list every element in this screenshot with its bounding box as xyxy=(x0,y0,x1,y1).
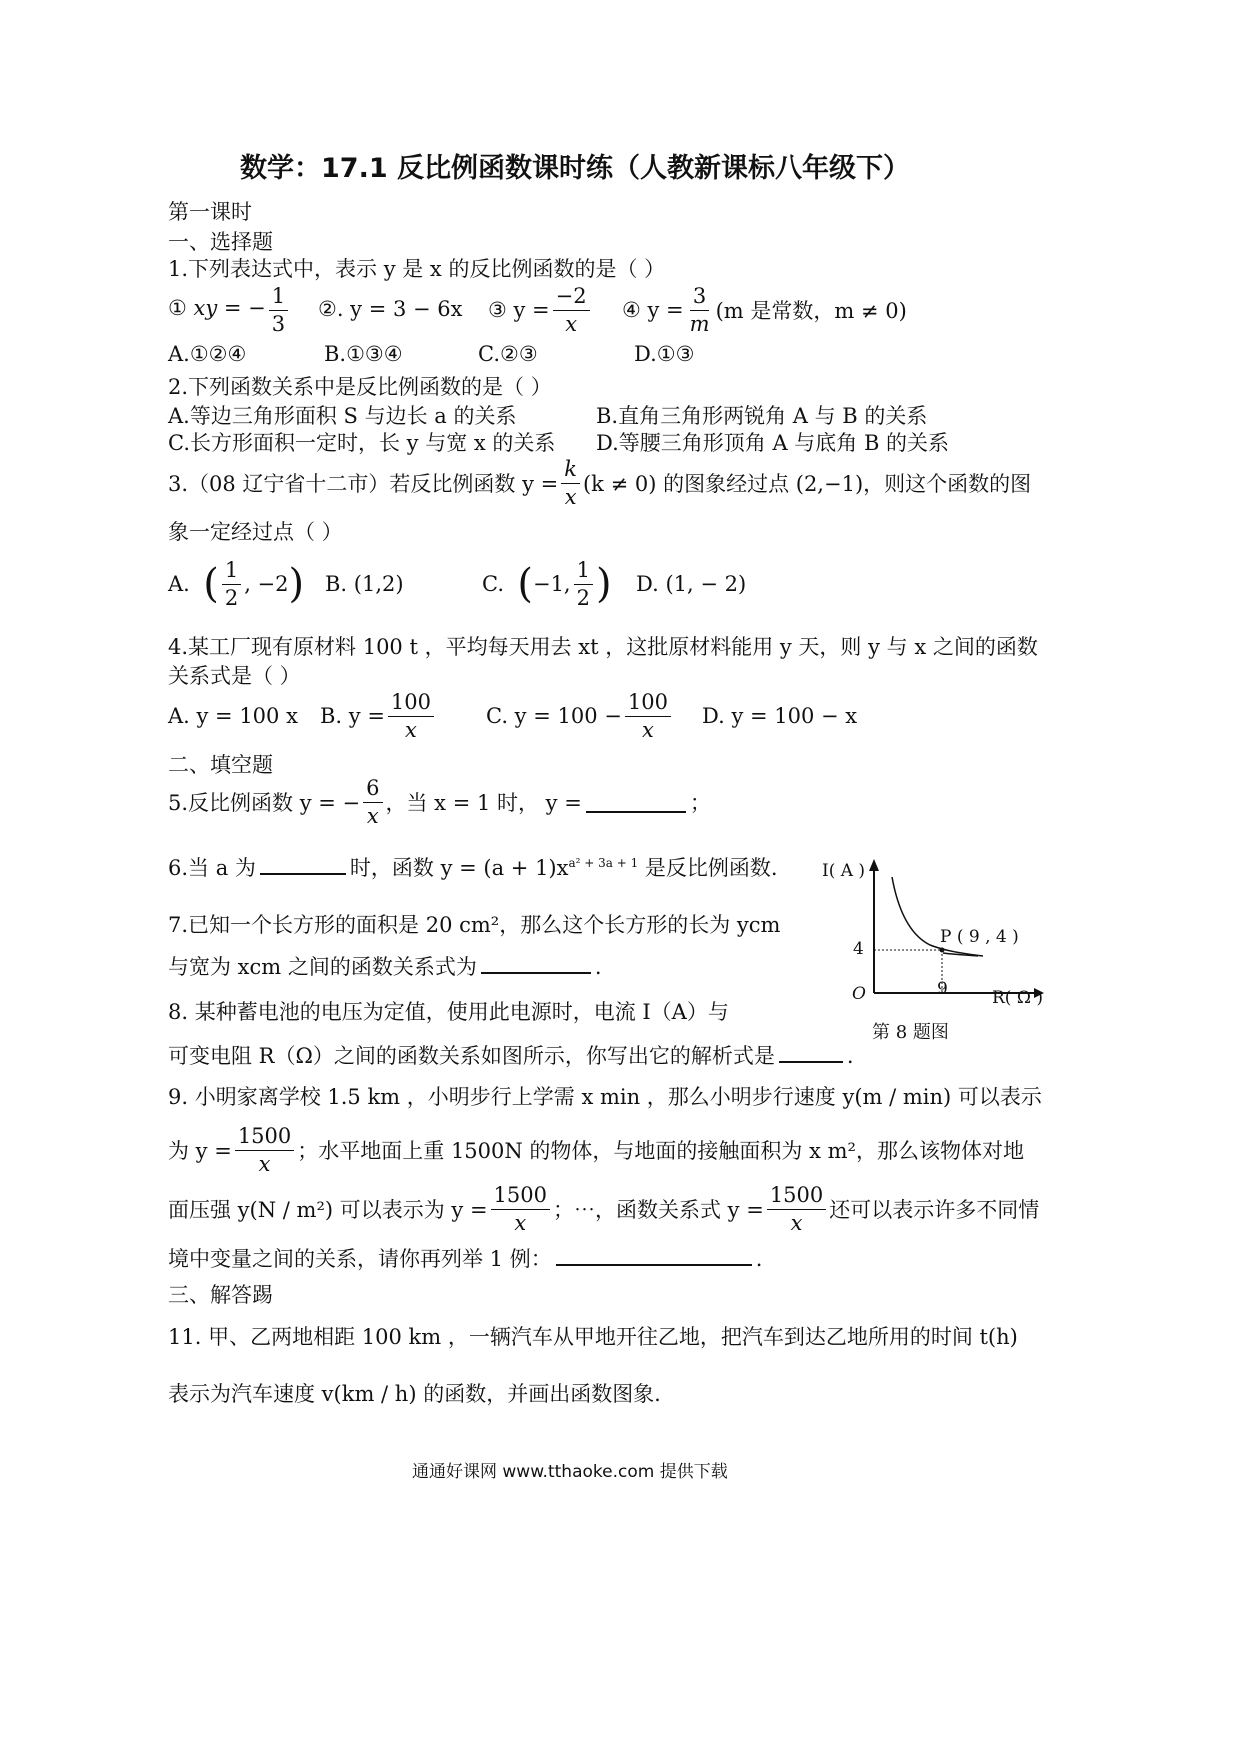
q3-stem-line2: 象一定经过点（ ） xyxy=(168,520,343,544)
graph-ylabel: I( A ) xyxy=(822,861,866,881)
section-choice: 一、选择题 xyxy=(168,230,273,254)
q7-stem-line2: 与宽为 xcm 之间的函数关系式为 . xyxy=(168,951,602,981)
point-p xyxy=(940,948,945,953)
q1-opt4: ④ y = $\frac{3}{m}$ (m 是常数，m ≠ 0) xyxy=(622,284,907,336)
q1-opt3: ③ y = $\frac{-2}{x}$ xyxy=(488,282,593,338)
graph-xtick: 9 xyxy=(937,979,948,999)
q9-stem-line3: 面压强 y(N / m²) 可以表示为 y = $\frac{1500}{x}$ ；⋯，函数关系式 y = $\frac{1500}{x}$ 还可以表示许多不同情 xyxy=(168,1183,1040,1235)
graph-ytick: 4 xyxy=(853,939,864,959)
y-axis-arrow xyxy=(869,859,879,871)
q4-choice-d: D. y = 100 − x xyxy=(702,704,858,728)
q1-opt1: ① xy = − $\frac{1}{3}$ xyxy=(168,285,291,334)
q11-stem-line2: 表示为汽车速度 v(km / h) 的函数，并画出函数图象. xyxy=(168,1382,661,1406)
lesson-label: 第一课时 xyxy=(168,200,252,224)
q2-choice-a: A.等边三角形面积 S 与边长 a 的关系 xyxy=(168,404,517,428)
q11-stem: 11. 甲、乙两地相距 100 km ，一辆汽车从甲地开往乙地，把汽车到达乙地所用的时间 t(h) xyxy=(168,1325,1018,1349)
q9-stem-line2: 为 y = $\frac{1500}{x}$ ；水平地面上重 1500N 的物体，与地面的接触面积为 x m²，那么该物体对地 xyxy=(168,1124,1024,1176)
q9-answer-blank[interactable] xyxy=(556,1244,752,1266)
q4-stem: 4.某工厂现有原材料 100 t ，平均每天用去 xt ，这批原材料能用 y 天，则 y 与 x 之间的函数 xyxy=(168,635,1038,659)
graph-point-label: P ( 9 , 4 ) xyxy=(940,927,1019,947)
q1-choice-b: B.①③④ xyxy=(324,342,403,366)
q1-options-row xyxy=(168,282,291,338)
graph-xlabel: R( Ω ) xyxy=(992,988,1043,1008)
q2-choice-c: C.长方形面积一定时，长 y 与宽 x 的关系 xyxy=(168,431,556,455)
q2-stem: 2.下列函数关系中是反比例函数的是（ ） xyxy=(168,375,552,399)
q6-answer-blank[interactable] xyxy=(260,853,346,875)
q4-stem-line2: 关系式是（ ） xyxy=(168,664,301,688)
q3-stem: 3.（08 辽宁省十二市）若反比例函数 y = $\frac{k}{x}$ (k ≠ 0) 的图象经过点 (2,−1)，则这个函数的图 xyxy=(168,457,1032,509)
q8-answer-blank[interactable] xyxy=(779,1041,843,1063)
q1-choice-a: A.①②④ xyxy=(168,342,247,366)
q6-stem: 6.当 a 为 时，函数 $y = (a + 1)x^{a^2 + 3a + 1}$ 是反比例函数. xyxy=(168,852,778,882)
q3-choice-b: B. (1,2) xyxy=(325,572,404,596)
q5-answer-blank[interactable] xyxy=(586,791,686,813)
graph-origin: O xyxy=(852,984,866,1004)
q1-stem: 1.下列表达式中，表示 y 是 x 的反比例函数的是（ ） xyxy=(168,257,666,281)
q7-stem: 7.已知一个长方形的面积是 20 cm²，那么这个长方形的长为 ycm xyxy=(168,913,781,937)
page-title: 数学：17.1 反比例函数课时练（人教新课标八年级下） xyxy=(240,153,911,184)
footer-source: 通通好课网 www.tthaoke.com 提供下载 xyxy=(412,1462,728,1482)
q3-choice-d: D. (1, − 2) xyxy=(636,572,747,596)
q2-choice-b: B.直角三角形两锐角 A 与 B 的关系 xyxy=(596,404,928,428)
q9-stem: 9. 小明家离学校 1.5 km ，小明步行上学需 x min ，那么小明步行速度 y(m / min) 可以表示 xyxy=(168,1085,1042,1109)
q1-choice-c: C.②③ xyxy=(478,342,538,366)
q4-choice-c: C. y = 100 − $\frac{100}{x}$ xyxy=(486,688,674,744)
q4-choice-b: B. y = $\frac{100}{x}$ xyxy=(320,688,437,744)
q8-stem-line2: 可变电阻 R（Ω）之间的函数关系如图所示，你写出它的解析式是 . xyxy=(168,1040,854,1070)
q3-choice-a: A. ( $\frac{1}{2}$ , −2 ) xyxy=(168,558,305,610)
q4-choice-a: A. y = 100 x xyxy=(168,704,298,728)
q9-stem-line4: 境中变量之间的关系，请你再列举 1 例： . xyxy=(168,1243,762,1273)
section-answer: 三、解答踢 xyxy=(168,1283,273,1307)
section-fill: 二、填空题 xyxy=(168,753,273,777)
q2-choice-d: D.等腰三角形顶角 A 与底角 B 的关系 xyxy=(596,431,950,455)
q8-stem: 8. 某种蓄电池的电压为定值，使用此电源时，电流 I（A）与 xyxy=(168,1000,729,1024)
q1-choice-d: D.①③ xyxy=(634,342,695,366)
q1-opt2: ②. y = 3 − 6x xyxy=(318,297,463,321)
graph-caption: 第 8 题图 xyxy=(872,1022,949,1043)
q7-answer-blank[interactable] xyxy=(481,952,591,974)
q5-stem: 5.反比例函数 y = − $\frac{6}{x}$ ，当 x = 1 时， y = ； xyxy=(168,776,711,828)
q3-choice-c: C. ( −1, $\frac{1}{2}$ ) xyxy=(482,558,612,610)
